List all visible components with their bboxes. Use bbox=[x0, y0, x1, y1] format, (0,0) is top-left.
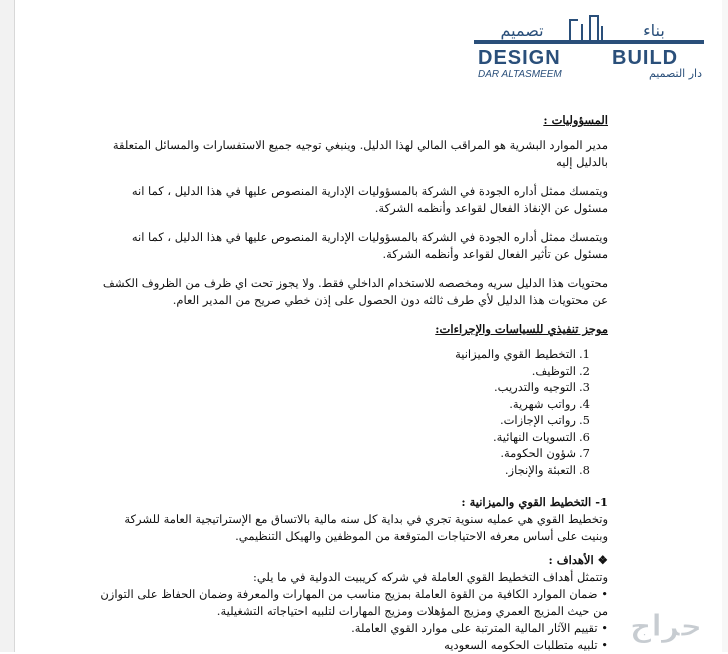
goals-intro: وتتمثل أهداف التخطيط القوي العاملة في شركه كريبيت الدولية في ما يلي: bbox=[252, 570, 608, 584]
list-item-number: 3. bbox=[579, 380, 590, 394]
paragraph-confidentiality: محتويات هذا الدليل سريه ومخصصه للاستخدام الداخلي فقط. ولا يجوز تحت اي ظرف من الظروف الكشف عن محتويات هذا الدليل لأي طرف ثالثه دون الحصول على إذن خطي صريح من المدير العام. bbox=[102, 276, 608, 307]
list-item bbox=[96, 363, 590, 380]
logo-arabic-top-left: تصميم bbox=[500, 21, 544, 40]
logo-sub-arabic: دار التصميم bbox=[648, 67, 702, 80]
logo-word-left: DESIGN bbox=[478, 47, 561, 69]
logo-word-right: BUILD bbox=[612, 47, 679, 69]
list-item-text: التوظيف. bbox=[531, 363, 576, 378]
site-watermark bbox=[608, 604, 724, 648]
list-item-text: التوجيه والتدريب. bbox=[494, 380, 576, 394]
list-item-text: التعبئة والإنجاز. bbox=[504, 462, 576, 477]
list-item-number: 6. bbox=[579, 429, 590, 444]
list-item bbox=[96, 396, 590, 413]
logo-arabic-top-right: بناء bbox=[643, 21, 665, 40]
goal-bullet: • ضمان الموارد الكافية من القوة العاملة بمزيج مناسب من المهارات والمعرفة وضمان الحفاظ على التوازن من حيث المزيج العمري ومزيج المؤهلات ومزيج المهارات لتلبيه احتياجاته التشغيلية. bbox=[100, 587, 608, 618]
list-item bbox=[96, 346, 590, 363]
logo-sub-latin: DAR ALTASMEEM bbox=[478, 69, 562, 80]
list-item-text: رواتب شهرية. bbox=[509, 396, 576, 411]
list-item-number: 2. bbox=[579, 363, 590, 378]
watermark-text: حراج bbox=[629, 609, 703, 644]
company-logo bbox=[474, 14, 704, 80]
responsibilities-heading: المسؤوليات : bbox=[543, 113, 608, 127]
list-item-number: 5. bbox=[579, 413, 590, 427]
list-item bbox=[96, 462, 590, 479]
list-item-number: 4. bbox=[579, 396, 590, 411]
logo-graphic bbox=[474, 14, 704, 80]
goal-bullet: • تقييم الآثار المالية المترتبة على موارد القوي العاملة. bbox=[351, 621, 608, 635]
list-item-text: شؤون الحكومة. bbox=[500, 446, 576, 460]
workforce-planning-heading: 1- التخطيط القوي والميزانية : bbox=[461, 495, 608, 509]
page-left-edge bbox=[0, 0, 15, 652]
policies-list bbox=[96, 346, 608, 478]
document-body bbox=[96, 112, 608, 654]
goal-bullet: • تلبيه متطلبات الحكومه السعوديه bbox=[444, 638, 608, 652]
list-item-number: 8. bbox=[579, 462, 590, 477]
summary-heading: موجز تنفيذي للسياسات والإجراءات: bbox=[435, 322, 608, 336]
workforce-planning-intro: وتخطيط القوي هي عمليه سنوية تجري في بداية كل سنه مالية بالاتساق مع الإستراتيجية العامة للشركة وبنيت على أساس معرفه الاحتياجات المتوقعة من الموظفين والهيكل التنظيمي. bbox=[124, 512, 608, 543]
page-right-edge bbox=[722, 0, 728, 652]
list-item bbox=[96, 445, 590, 462]
list-item bbox=[96, 412, 590, 429]
paragraph-quality-impact: ويتمسك ممثل أداره الجودة في الشركة بالمسؤوليات الإدارية المنصوص عليها في هذا الدليل ، كما انه مسئول عن تأثير الفعال لقواعد وأنظمه الشركة. bbox=[131, 230, 608, 261]
list-item-text: التسويات النهائية. bbox=[492, 429, 576, 444]
goals-label: ❖ الأهداف : bbox=[548, 553, 608, 567]
list-item-text: التخطيط القوي والميزانية bbox=[455, 347, 576, 361]
paragraph-hr-manager: مدير الموارد البشرية هو المراقب المالي لهذا الدليل. وينبغي توجيه جميع الاستفسارات والمسائل المتعلقة بالدليل إليه bbox=[112, 138, 608, 169]
list-item-text: رواتب الإجازات. bbox=[499, 413, 576, 427]
paragraph-quality-enforcement: ويتمسك ممثل أداره الجودة في الشركة بالمسؤوليات الإدارية المنصوص عليها في هذا الدليل ، كما انه مسئول عن الإنفاذ الفعال لقواعد وأنظمه الشركة. bbox=[131, 184, 608, 215]
list-item-number: 7. bbox=[579, 446, 590, 460]
list-item bbox=[96, 429, 590, 446]
list-item bbox=[96, 379, 590, 396]
list-item-number: 1. bbox=[579, 347, 590, 361]
